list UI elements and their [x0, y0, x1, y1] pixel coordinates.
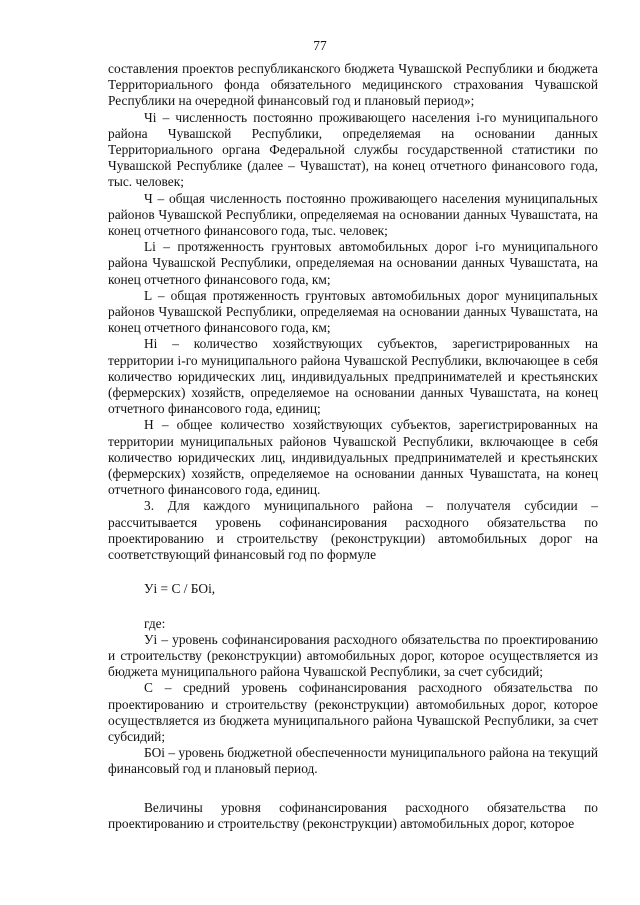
paragraph: Н – общее количество хозяйствующих субъектов, зарегистрированных на территории муниципальных районов Чувашской Республики, включающее в себя количество юридических лиц, индивидуальных предпринимателей и крестьянских (фермерских) хозяйств, определяемое на основании данных Чувашстата, на конец отчетного финансового года, единиц.	[108, 417, 598, 498]
page-number: 77	[313, 38, 327, 53]
paragraph-gap	[108, 778, 598, 800]
paragraph: Li – протяженность грунтовых автомобильных дорог i-го муниципального района Чувашской Республики, определяемая на основании данных Чувашстата, на конец отчетного финансового года, км;	[108, 239, 598, 287]
paragraph: С – средний уровень софинансирования расходного обязательства по проектированию и строительству (реконструкции) автомобильных дорог, которое осуществляется из бюджета муниципального района Чувашской Республики, за счет субсидий;	[108, 680, 598, 744]
paragraph: Величины уровня софинансирования расходного обязательства по проектированию и строительству (реконструкции) автомобильных дорог, которое	[108, 799, 598, 831]
body-text	[108, 61, 598, 832]
formula-where-label: где:	[144, 615, 166, 631]
paragraph: 3. Для каждого муниципального района – получателя субсидии – рассчитывается уровень софинансирования расходного обязательства по проектированию и строительству (реконструкции) автомобильных дорог на соответствующий финансовый год по формуле	[108, 498, 598, 563]
paragraph: Чi – численность постоянно проживающего населения i-го муниципального района Чувашской Республики, определяемая на основании данных Территориального органа Федеральной службы государственной статистики по Чувашской Республике (далее – Чувашстат), на конец отчетного финансового года, тыс. человек;	[108, 109, 598, 190]
paragraph: Hi – количество хозяйствующих субъектов, зарегистрированных на территории i-го муниципального района Чувашской Республики, включающее в себя количество юридических лиц, индивидуальных предпринимателей и крестьянских (фермерских) хозяйств, определяемое на основании данных Чувашстата, на конец отчетного финансового года, единиц;	[108, 336, 598, 417]
formula: Уi = С / БОi,	[144, 581, 216, 597]
paragraph: составления проектов республиканского бюджета Чувашской Республики и бюджета Территориального фонда обязательного медицинского страхования Чувашской Республики на очередной финансовый год и плановый период»;	[108, 61, 598, 109]
paragraph: БОi – уровень бюджетной обеспеченности муниципального района на текущий финансовый год и плановый период.	[108, 745, 598, 777]
paragraph: Ч – общая численность постоянно проживающего населения муниципальных районов Чувашской Республики, определяемая на основании данных Чувашстата, на конец отчетного финансового года, тыс. человек;	[108, 190, 598, 239]
paragraph: L – общая протяженность грунтовых автомобильных дорог муниципальных районов Чувашской Республики, определяемая на основании данных Чувашстата, на конец отчетного финансового года, км;	[108, 287, 598, 336]
paragraph: Уi – уровень софинансирования расходного обязательства по проектированию и строительству (реконструкции) автомобильных дорог, которое осуществляется из бюджета муниципального района Чувашской Республики, за счет субсидий;	[108, 631, 598, 680]
